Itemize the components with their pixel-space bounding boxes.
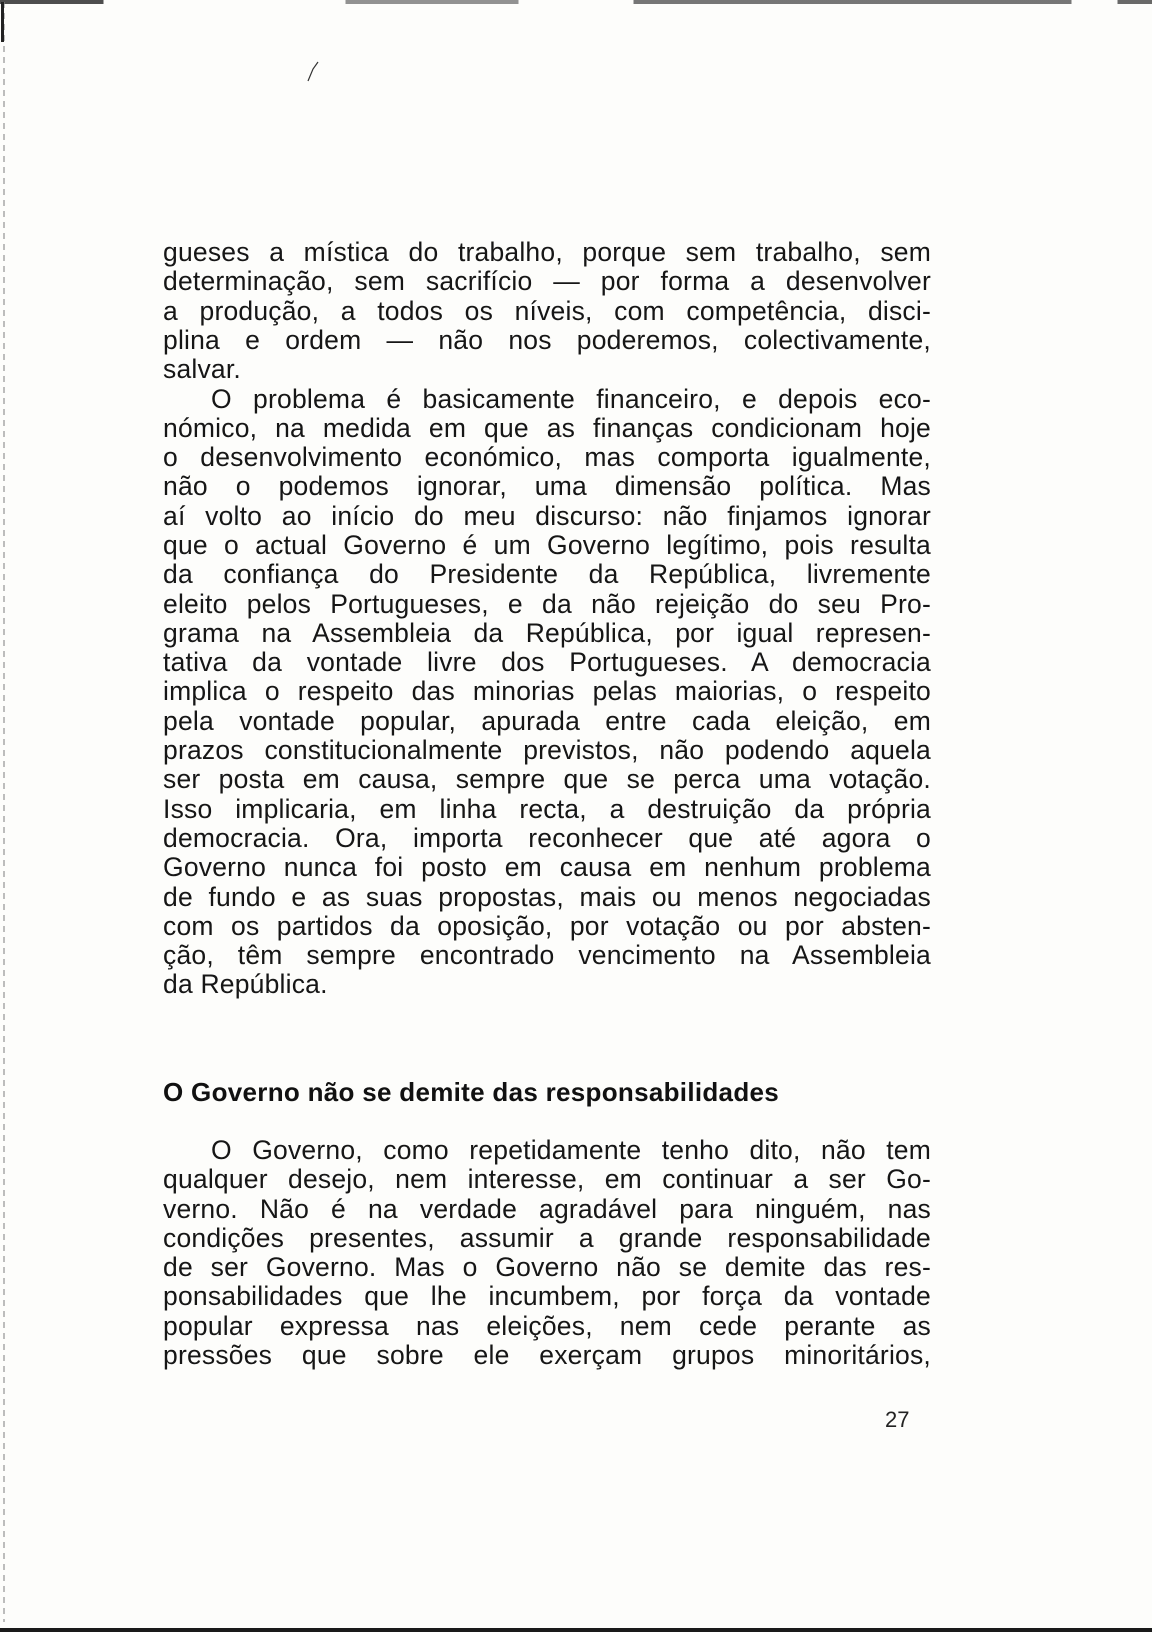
scan-edge-left-tick <box>1 2 4 42</box>
text-line: condições presentes, assumir a grande responsabilidade <box>163 1222 931 1253</box>
text-line: ção, têm sempre encontrado vencimento na Assembleia <box>163 940 931 971</box>
scan-edge-bottom <box>0 1628 1152 1632</box>
text-line: determinação, sem sacrifício — por forma a desenvolver <box>163 266 931 297</box>
text-line: O Governo, como repetidamente tenho dito, não tem <box>211 1135 931 1165</box>
text-line: aí volto ao início do meu discurso: não finjamos ignorar <box>163 500 931 531</box>
text-line: tativa da vontade livre dos Portugueses. A democracia <box>163 647 931 678</box>
text-line: pela vontade popular, apurada entre cada eleição, em <box>163 705 931 736</box>
paragraph-governo <box>163 1136 931 1370</box>
text-line: nómico, na medida em que as finanças condicionam hoje <box>163 412 931 443</box>
text-line: plina e ordem — não nos poderemos, colectivamente, <box>163 324 931 355</box>
pen-mark-icon <box>306 60 320 82</box>
text-line: de fundo e as suas propostas, mais ou menos negociadas <box>163 881 931 912</box>
section-heading: O Governo não se demite das responsabilidades <box>163 1077 780 1107</box>
text-line: da República. <box>163 969 328 1000</box>
paragraph-continuation <box>163 238 931 384</box>
text-line: Governo nunca foi posto em causa em nenhum problema <box>163 852 931 883</box>
scan-edge-top <box>0 0 1152 4</box>
paragraph-problema <box>163 385 931 1000</box>
text-line: ser posta em causa, sempre que se perca uma votação. <box>163 764 931 795</box>
text-line: a produção, a todos os níveis, com competência, disci- <box>163 295 931 326</box>
text-line: Isso implicaria, em linha recta, a destruição da própria <box>163 793 931 824</box>
text-line: eleito pelos Portugueses, e da não rejeição do seu Pro- <box>163 588 931 619</box>
text-line: ponsabilidades que lhe incumbem, por força da vontade <box>163 1281 931 1312</box>
text-line: implica o respeito das minorias pelas maiorias, o respeito <box>163 676 931 707</box>
text-line: gueses a mística do trabalho, porque sem trabalho, sem <box>163 237 931 267</box>
text-line: qualquer desejo, nem interesse, em continuar a ser Go- <box>163 1164 931 1195</box>
text-line: grama na Assembleia da República, por igual represen- <box>163 617 931 648</box>
text-line: que o actual Governo é um Governo legítimo, pois resulta <box>163 529 931 560</box>
text-line: verno. Não é na verdade agradável para ninguém, nas <box>163 1193 931 1224</box>
text-line: não o podemos ignorar, uma dimensão política. Mas <box>163 471 931 502</box>
text-line: prazos constitucionalmente previstos, não podendo aquela <box>163 735 931 766</box>
text-line: pressões que sobre ele exerçam grupos minoritários, <box>163 1340 931 1371</box>
scan-edge-left <box>3 2 5 1622</box>
page-number: 27 <box>885 1407 910 1432</box>
text-line: democracia. Ora, importa reconhecer que até agora o <box>163 822 931 853</box>
text-line: salvar. <box>163 354 241 385</box>
text-line: O problema é basicamente financeiro, e depois eco- <box>211 383 931 414</box>
text-line: o desenvolvimento económico, mas comporta igualmente, <box>163 442 931 473</box>
text-line: de ser Governo. Mas o Governo não se demite das res- <box>163 1252 931 1283</box>
text-line: da confiança do Presidente da República, livremente <box>163 559 931 590</box>
text-line: com os partidos da oposição, por votação ou por absten- <box>163 910 931 941</box>
text-line: popular expressa nas eleições, nem cede perante as <box>163 1310 931 1341</box>
